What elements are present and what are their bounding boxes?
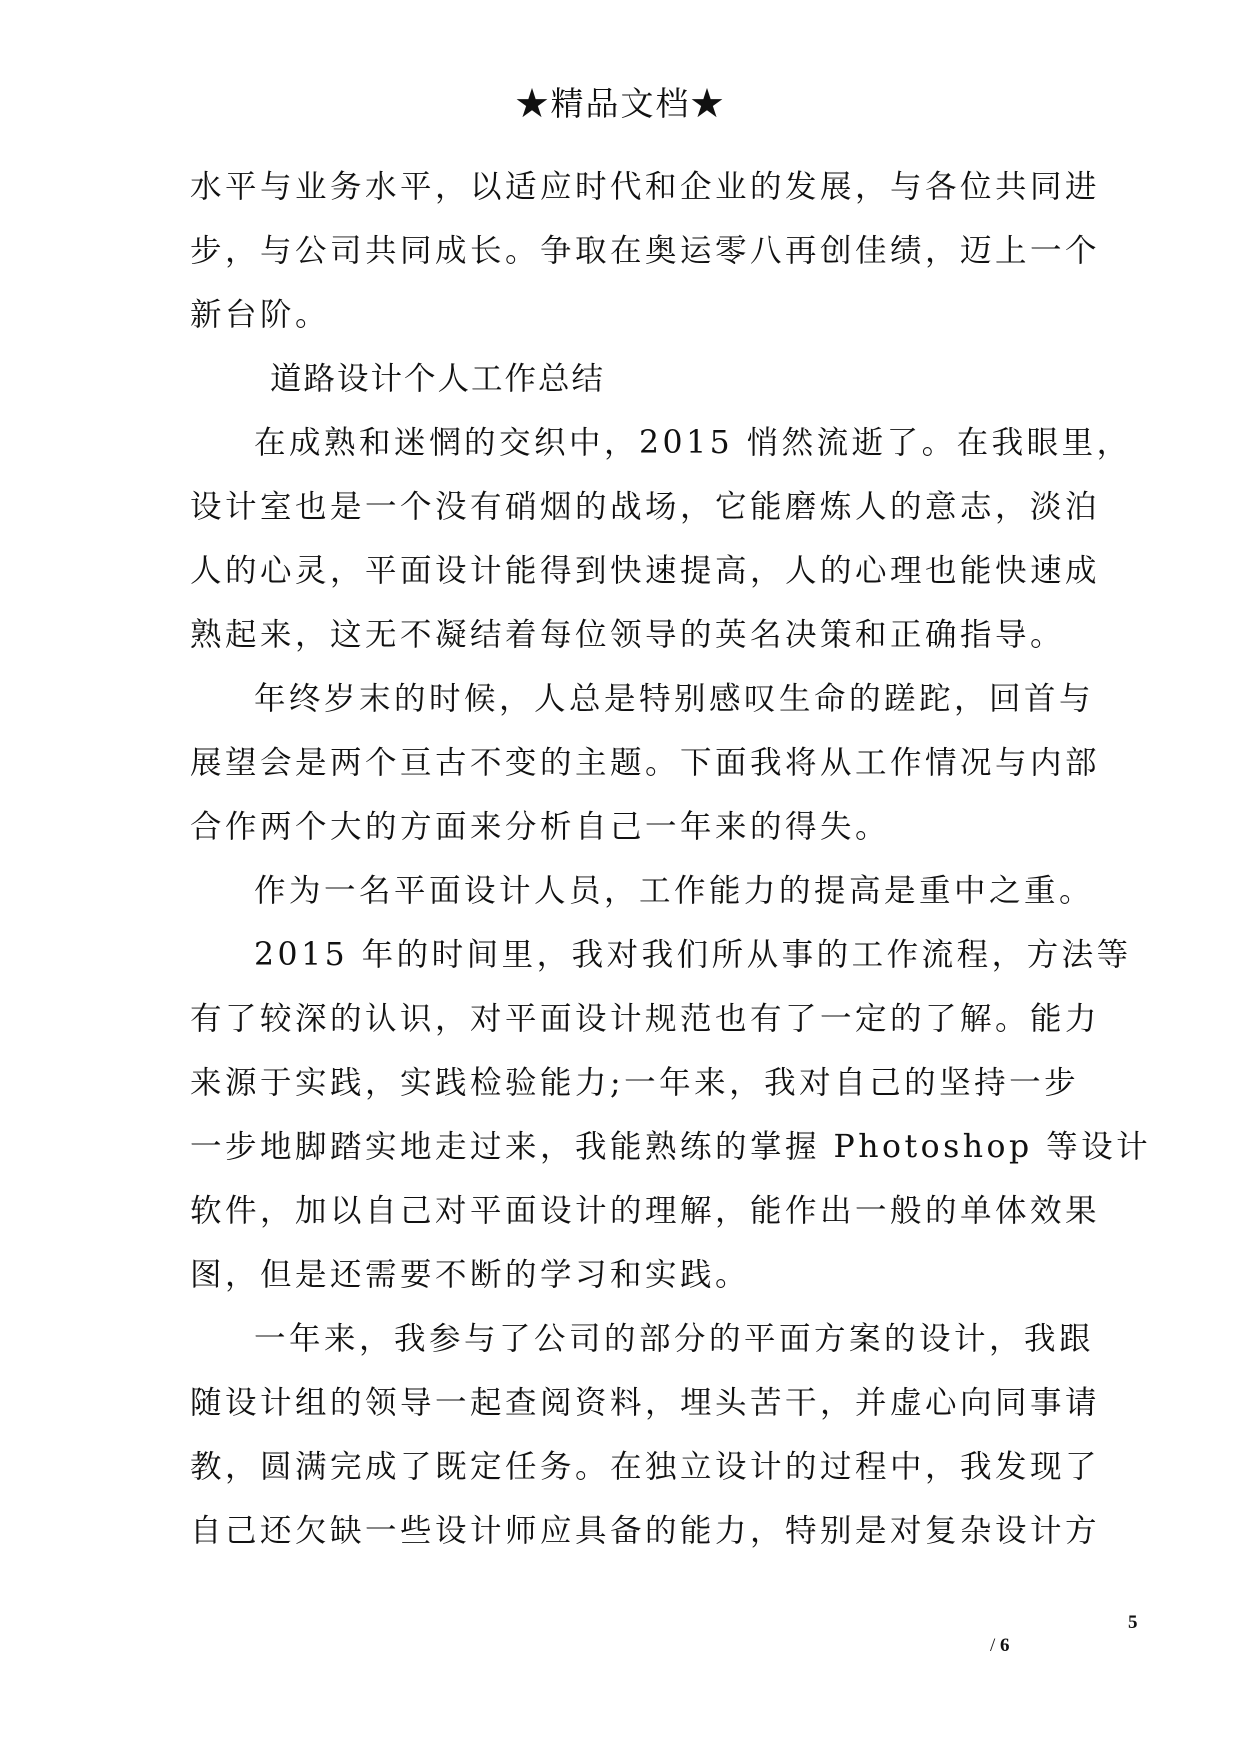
paragraph-start-line: 2015 年的时间里，我对我们所从事的工作流程，方法等	[254, 937, 1132, 973]
page-number: 5	[1128, 1612, 1138, 1633]
text-line: 人的心灵，平面设计能得到快速提高，人的心理也能快速成	[190, 553, 1101, 589]
text-line: 新台阶。	[190, 297, 331, 333]
section-title: 道路设计个人工作总结	[270, 361, 606, 397]
text-line: 软件，加以自己对平面设计的理解，能作出一般的单体效果	[190, 1193, 1101, 1229]
text-line: 有了较深的认识，对平面设计规范也有了一定的了解。能力	[190, 1001, 1101, 1037]
page-total	[990, 1635, 1010, 1657]
page-total-separator: /	[990, 1635, 996, 1656]
page-header-title: ★精品文档★	[515, 84, 726, 123]
paragraph-start-line: 在成熟和迷惘的交织中，2015 悄然流逝了。在我眼里，	[254, 425, 1132, 461]
paragraph-start-line: 年终岁末的时候，人总是特别感叹生命的蹉跎，回首与	[254, 681, 1095, 717]
text-line: 教，圆满完成了既定任务。在独立设计的过程中，我发现了	[190, 1449, 1101, 1485]
text-line: 设计室也是一个没有硝烟的战场，它能磨炼人的意志，淡泊	[190, 489, 1101, 525]
text-line: 随设计组的领导一起查阅资料，埋头苦干，并虚心向同事请	[190, 1385, 1101, 1421]
document-body	[190, 155, 1152, 1563]
text-line: 步，与公司共同成长。争取在奥运零八再创佳绩，迈上一个	[190, 233, 1101, 269]
paragraph-start-line: 作为一名平面设计人员，工作能力的提高是重中之重。	[254, 873, 1095, 909]
text-line: 水平与业务水平，以适应时代和企业的发展，与各位共同进	[190, 169, 1101, 205]
text-line: 图，但是还需要不断的学习和实践。	[190, 1257, 751, 1293]
text-line: 来源于实践，实践检验能力;一年来，我对自己的坚持一步	[190, 1065, 1080, 1101]
paragraph-start-line: 一年来，我参与了公司的部分的平面方案的设计，我跟	[254, 1321, 1095, 1357]
text-line: 合作两个大的方面来分析自己一年来的得失。	[190, 809, 891, 845]
page-total-number: 6	[1000, 1635, 1010, 1656]
text-line: 展望会是两个亘古不变的主题。下面我将从工作情况与内部	[190, 745, 1101, 781]
text-line: 一步地脚踏实地走过来，我能熟练的掌握 Photoshop 等设计	[190, 1129, 1152, 1165]
text-line: 自己还欠缺一些设计师应具备的能力，特别是对复杂设计方	[190, 1513, 1101, 1549]
text-line: 熟起来，这无不凝结着每位领导的英名决策和正确指导。	[190, 617, 1066, 653]
